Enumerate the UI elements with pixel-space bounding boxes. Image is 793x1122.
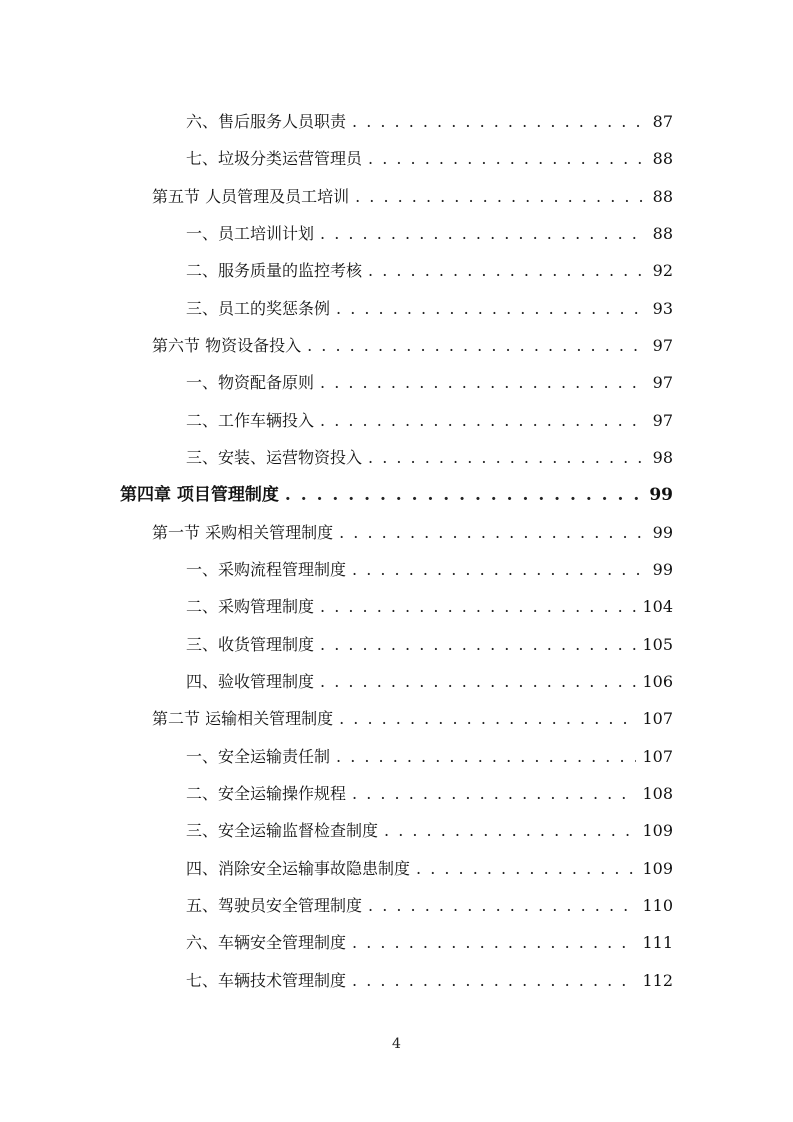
toc-entry[interactable] [186,554,673,580]
toc-entry-label: 第一节 采购相关管理制度 [152,523,334,542]
dot-leader [368,448,645,468]
toc-entry-label: 四、消除安全运输事故隐患制度 [186,859,411,878]
toc-entry[interactable] [186,815,673,841]
toc-entry-page: 88 [652,149,673,168]
toc-entry[interactable] [152,517,673,543]
toc-entry[interactable] [186,629,673,655]
toc-entry-label: 一、采购流程管理制度 [186,560,347,579]
toc-entry-label: 二、安全运输操作规程 [186,784,347,803]
toc-entry[interactable] [186,927,673,953]
toc-entry[interactable] [186,218,673,244]
toc-entry[interactable] [186,741,673,767]
toc-entry[interactable] [152,330,673,356]
toc-entry[interactable] [186,965,673,991]
page-number: 4 [392,1036,401,1052]
dot-leader [352,971,636,991]
dot-leader [352,560,645,580]
toc-entry-page: 107 [642,709,673,728]
toc-entry[interactable] [186,853,673,879]
dot-leader [339,709,636,729]
toc-entry[interactable] [186,442,673,468]
toc-entry[interactable] [186,106,673,132]
toc-entry-page: 110 [642,896,673,915]
toc-entry-page: 97 [652,411,673,430]
toc-entry[interactable] [186,591,673,617]
dot-leader [368,261,645,281]
toc-entry-page: 93 [652,299,673,318]
toc-entry-label: 七、垃圾分类运营管理员 [186,149,363,168]
toc-entry[interactable] [186,666,673,692]
toc-entry-page: 107 [642,747,673,766]
toc-entry[interactable] [186,778,673,804]
dot-leader [320,672,636,692]
dot-leader [416,859,636,879]
dot-leader [339,523,645,543]
dot-leader [307,336,645,356]
toc-entry-page: 88 [652,187,673,206]
toc-entry[interactable] [152,181,673,207]
toc-entry-page: 99 [652,560,673,579]
dot-leader [368,149,645,169]
toc-chapter-entry[interactable] [120,479,673,505]
toc-entry[interactable] [186,367,673,393]
toc-entry-label: 第五节 人员管理及员工培训 [152,187,350,206]
toc-entry-page: 92 [652,261,673,280]
toc-entry-page: 99 [649,485,673,505]
toc-entry-label: 三、安装、运营物资投入 [186,448,363,467]
dot-leader [352,933,636,953]
toc-entry-label: 二、采购管理制度 [186,597,315,616]
toc-entry[interactable] [186,405,673,431]
toc-entry-page: 111 [642,933,673,952]
toc-entry[interactable] [152,703,673,729]
toc-entry-page: 88 [652,224,673,243]
toc-entry-page: 87 [652,112,673,131]
dot-leader [320,597,636,617]
toc-entry-label: 二、服务质量的监控考核 [186,261,363,280]
toc-entry-label: 一、物资配备原则 [186,373,315,392]
toc-entry-page: 109 [642,821,673,840]
toc-entry[interactable] [186,293,673,319]
toc-entry[interactable] [186,890,673,916]
toc-entry-page: 106 [642,672,673,691]
toc-entry-label: 三、员工的奖惩条例 [186,299,331,318]
toc-entry-label: 五、驾驶员安全管理制度 [186,896,363,915]
dot-leader [336,747,636,767]
toc-entry-page: 98 [652,448,673,467]
toc-entry-page: 97 [652,336,673,355]
toc-entry-page: 109 [642,859,673,878]
toc-entry-page: 97 [652,373,673,392]
toc-entry-label: 第二节 运输相关管理制度 [152,709,334,728]
dot-leader [320,373,645,393]
toc-entry-label: 第四章 项目管理制度 [120,485,279,505]
dot-leader [384,821,636,841]
toc-entry[interactable] [186,255,673,281]
dot-leader [352,112,645,132]
toc-entry-label: 二、工作车辆投入 [186,411,315,430]
toc-entry-page: 112 [642,971,673,990]
dot-leader [355,187,645,207]
toc-entry-label: 三、安全运输监督检查制度 [186,821,379,840]
toc-entry-label: 三、收货管理制度 [186,635,315,654]
toc-entry-label: 六、车辆安全管理制度 [186,933,347,952]
toc-entry-label: 七、车辆技术管理制度 [186,971,347,990]
toc-entry-label: 一、员工培训计划 [186,224,315,243]
toc-entry-label: 六、售后服务人员职责 [186,112,347,131]
toc-entry-page: 108 [642,784,673,803]
toc-entry-page: 105 [642,635,673,654]
dot-leader [320,224,645,244]
dot-leader [368,896,636,916]
dot-leader [336,299,645,319]
toc-entry-page: 104 [642,597,673,616]
dot-leader [320,635,636,655]
dot-leader [352,784,636,804]
dot-leader [320,411,645,431]
dot-leader [285,485,643,505]
toc-entry-label: 第六节 物资设备投入 [152,336,302,355]
toc-entry[interactable] [186,143,673,169]
toc-entry-page: 99 [652,523,673,542]
toc-entry-label: 四、验收管理制度 [186,672,315,691]
toc-entry-label: 一、安全运输责任制 [186,747,331,766]
